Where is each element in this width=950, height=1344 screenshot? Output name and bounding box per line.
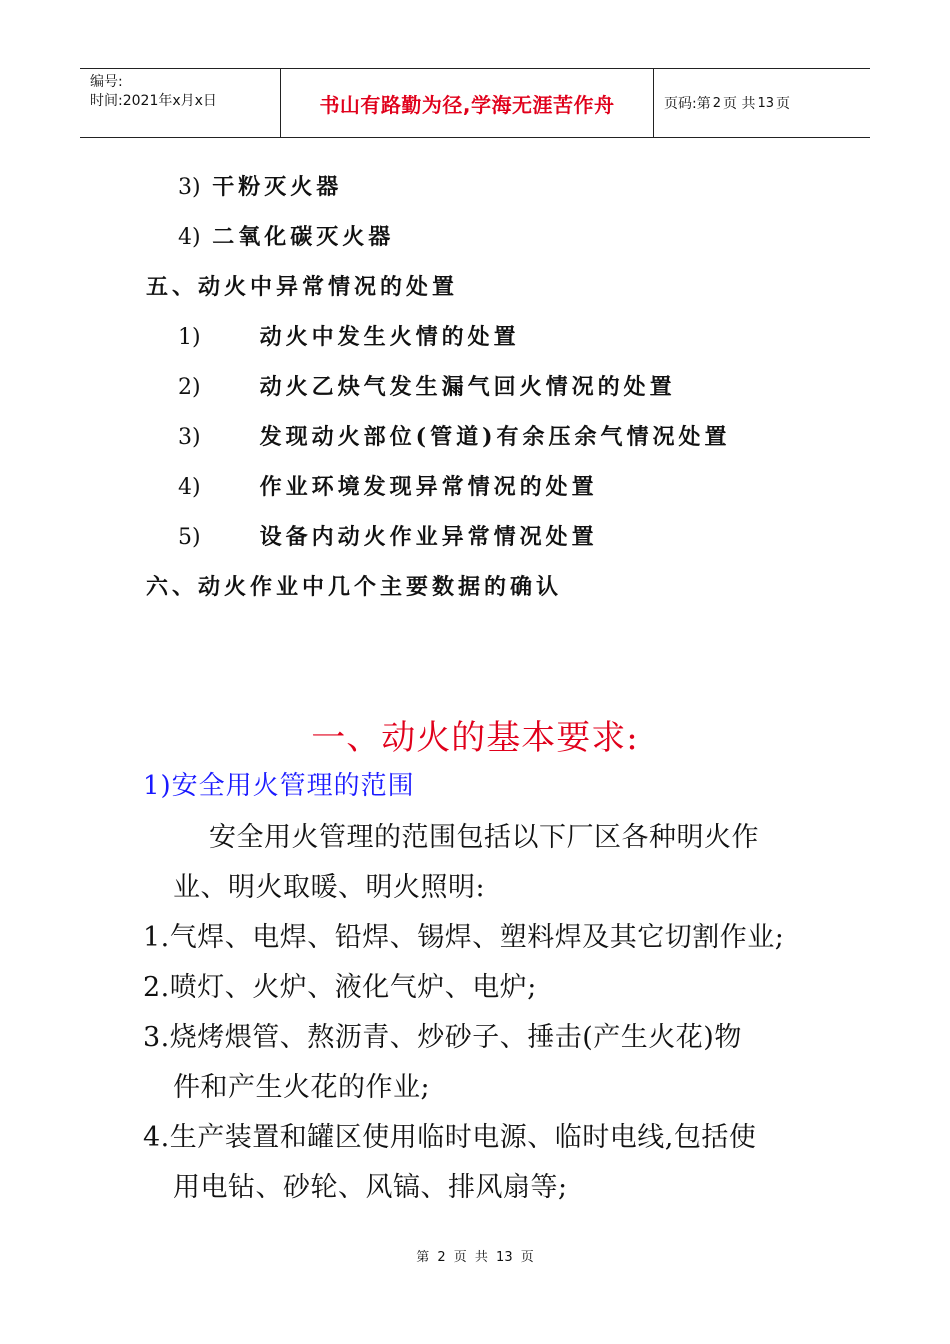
toc-section-6: 六、动火作业中几个主要数据的确认 — [146, 574, 563, 600]
page-footer: 第 2 页 共 13 页 — [416, 1250, 534, 1265]
header-page-info — [654, 69, 870, 137]
header-meta — [80, 69, 281, 137]
toc-item-text: 动火中发生火情的处置 — [259, 324, 520, 350]
toc-item-number: 5) — [178, 525, 201, 550]
page-header — [80, 68, 870, 138]
intro-line-1: 安全用火管理的范围包括以下厂区各种明火作 — [209, 822, 759, 853]
toc-item-number: 1) — [178, 325, 201, 350]
toc-item-text: 动火乙炔气发生漏气回火情况的处置 — [259, 374, 676, 400]
toc-item-number: 3) — [178, 175, 201, 200]
toc-sub-3 — [178, 420, 731, 451]
list-item-4-line-2: 用电钻、砂轮、风镐、排风扇等; — [173, 1172, 568, 1203]
list-item-4-line-1: 4.生产装置和罐区使用临时电源、临时电线,包括使 — [143, 1122, 757, 1153]
list-item-2: 2.喷灯、火炉、液化气炉、电炉; — [143, 972, 537, 1003]
list-item-3-line-2: 件和产生火花的作业; — [173, 1072, 431, 1103]
section-heading: 一、动火的基本要求: — [311, 718, 639, 758]
intro-line-2: 业、明火取暖、明火照明: — [173, 872, 486, 903]
toc-item-number: 4) — [178, 225, 201, 250]
subsection-heading: 1)安全用火管理的范围 — [143, 771, 415, 801]
toc-item-3 — [178, 170, 342, 201]
header-motto: 书山有路勤为径,学海无涯苦作舟 — [281, 69, 654, 137]
document-number-label: 编号: — [90, 74, 123, 90]
toc-sub-5 — [178, 520, 598, 551]
toc-item-text: 二氧化碳灭火器 — [212, 224, 395, 250]
page-mid: 页 共 — [723, 96, 756, 112]
toc-section-5: 五、动火中异常情况的处置 — [146, 274, 459, 300]
toc-item-number: 2) — [178, 375, 201, 400]
toc-item-4 — [178, 220, 394, 251]
document-time-label: 时间:2021年x月x日 — [90, 93, 217, 109]
list-item-3-line-1: 3.烧烤煨管、熬沥青、炒砂子、捶击(产生火花)物 — [143, 1022, 742, 1053]
toc-sub-4 — [178, 470, 598, 501]
page-suffix: 页 — [776, 96, 790, 112]
page-current: 2 — [712, 95, 721, 111]
page-prefix: 页码:第 — [664, 96, 711, 112]
toc-item-text: 发现动火部位(管道)有余压余气情况处置 — [259, 424, 731, 450]
toc-sub-1 — [178, 320, 520, 351]
toc-item-number: 3) — [178, 425, 201, 450]
toc-item-text: 干粉灭火器 — [212, 174, 343, 200]
toc-item-text: 设备内动火作业异常情况处置 — [259, 524, 598, 550]
page-total: 13 — [757, 95, 774, 111]
toc-item-text: 作业环境发现异常情况的处置 — [259, 474, 598, 500]
list-item-1: 1.气焊、电焊、铅焊、锡焊、塑料焊及其它切割作业; — [143, 922, 785, 953]
toc-sub-2 — [178, 370, 676, 401]
toc-item-number: 4) — [178, 475, 201, 500]
